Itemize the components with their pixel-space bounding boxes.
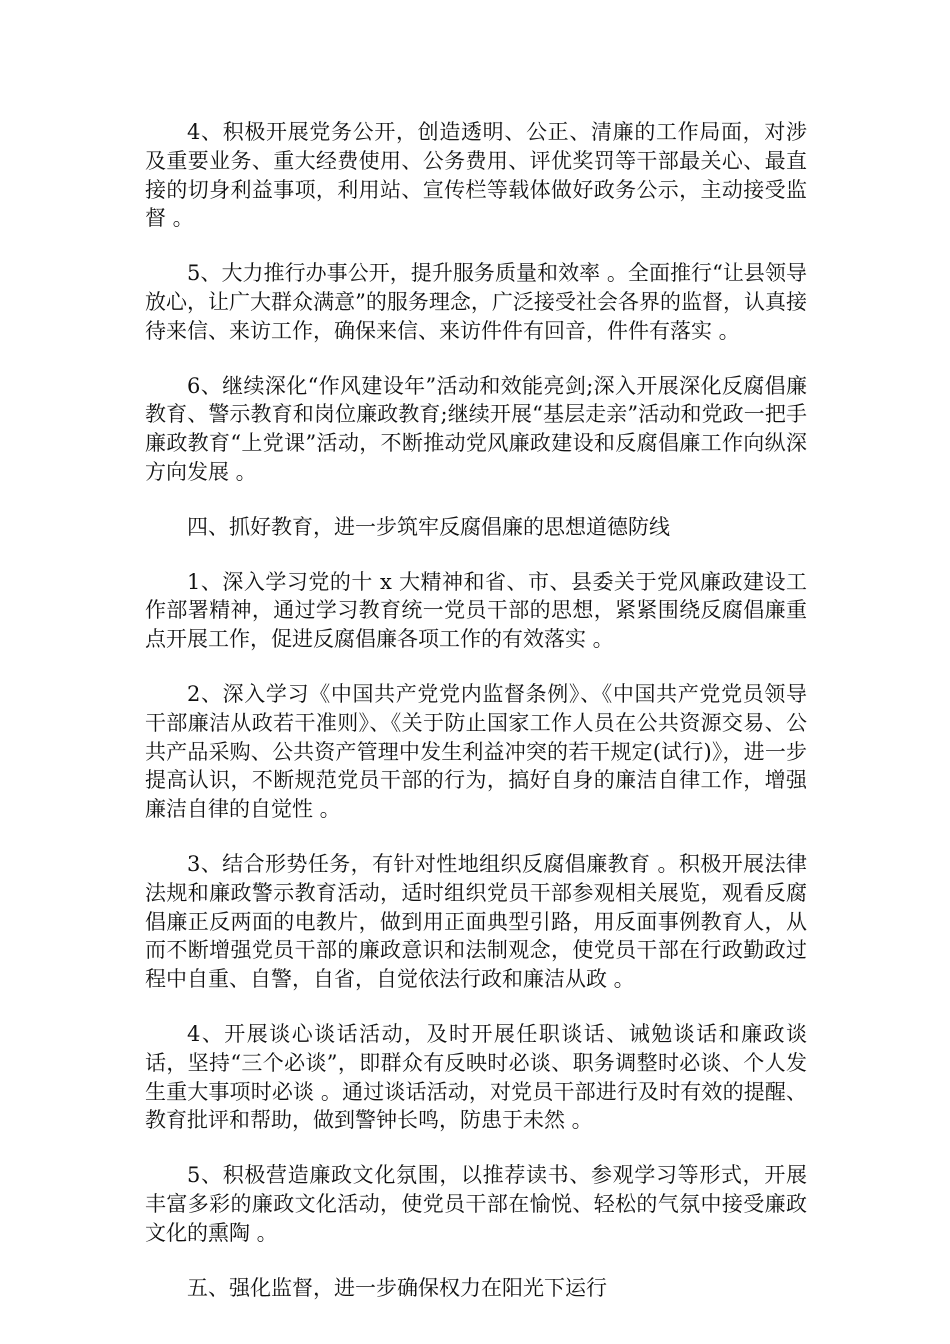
paragraph-item-5-integrity-culture: 5、积极营造廉政文化氛围，以推荐读书、参观学习等形式，开展丰富多彩的廉政文化活动，使党员干部在愉悦、轻松的气氛中接受廉政文化的熏陶 。	[145, 1163, 807, 1245]
section-heading-4-education: 四、抓好教育，进一步筑牢反腐倡廉的思想道德防线	[187, 514, 670, 539]
section-heading-5-supervision: 五、强化监督，进一步确保权力在阳光下运行	[187, 1275, 607, 1300]
paragraph-item-5-open-office-affairs: 5、大力推行办事公开，提升服务质量和效率 。全面推行“让县领导放心，让广大群众满意”的服务理念，广泛接受社会各界的监督，认真接待来信、来访工作，确保来信、来访件件有回音，件件有落实 。	[145, 261, 807, 343]
paragraph-item-2-study-regulations: 2、深入学习《中国共产党党内监督条例》、《中国共产党党员领导干部廉洁从政若干准则》、《关于防止国家工作人员在公共资源交易、公共产品采购、公共资产管理中发生利益冲突的若干规定(试行)》，进一步提高认识，不断规范党员干部的行为，搞好自身的廉洁自律工作，增强廉洁自律的自觉性 。	[145, 681, 807, 822]
paragraph-item-6-work-style: 6、继续深化“作风建设年”活动和效能亮剑;深入开展深化反腐倡廉教育、警示教育和岗位廉政教育;继续开展“基层走亲”活动和党政一把手廉政教育“上党课”活动，不断推动党风廉政建设和反腐倡廉工作向纵深方向发展 。	[145, 373, 807, 484]
paragraph-item-3-targeted-education: 3、结合形势任务，有针对性地组织反腐倡廉教育 。积极开展法律法规和廉政警示教育活动，适时组织党员干部参观相关展览，观看反腐倡廉正反两面的电教片，做到用正面典型引路，用反面事例教育人，从而不断增强党员干部的廉政意识和法制观念，使党员干部在行政勤政过程中自重、自警，自省，自觉依法行政和廉洁从政 。	[145, 851, 807, 992]
document-body	[145, 118, 807, 1328]
paragraph-item-4-heart-talks: 4、开展谈心谈话活动，及时开展任职谈话、诫勉谈话和廉政谈话，坚持“三个必谈”，即群众有反映时必谈、职务调整时必谈、个人发生重大事项时必谈 。通过谈话活动，对党员干部进行及时有效的提醒、教育批评和帮助，做到警钟长鸣，防患于未然 。	[145, 1021, 807, 1133]
paragraph-item-4-open-party-affairs: 4、积极开展党务公开，创造透明、公正、清廉的工作局面，对涉及重要业务、重大经费使用、公务费用、评优奖罚等干部最关心、最直接的切身利益事项，利用站、宣传栏等载体做好政务公示，主动接受监督 。	[145, 120, 807, 231]
paragraph-item-1-study-spirit: 1、深入学习党的十 x 大精神和省、市、县委关于党风廉政建设工作部署精神，通过学习教育统一党员干部的思想，紧紧围绕反腐倡廉重点开展工作，促进反腐倡廉各项工作的有效落实 。	[145, 569, 807, 652]
